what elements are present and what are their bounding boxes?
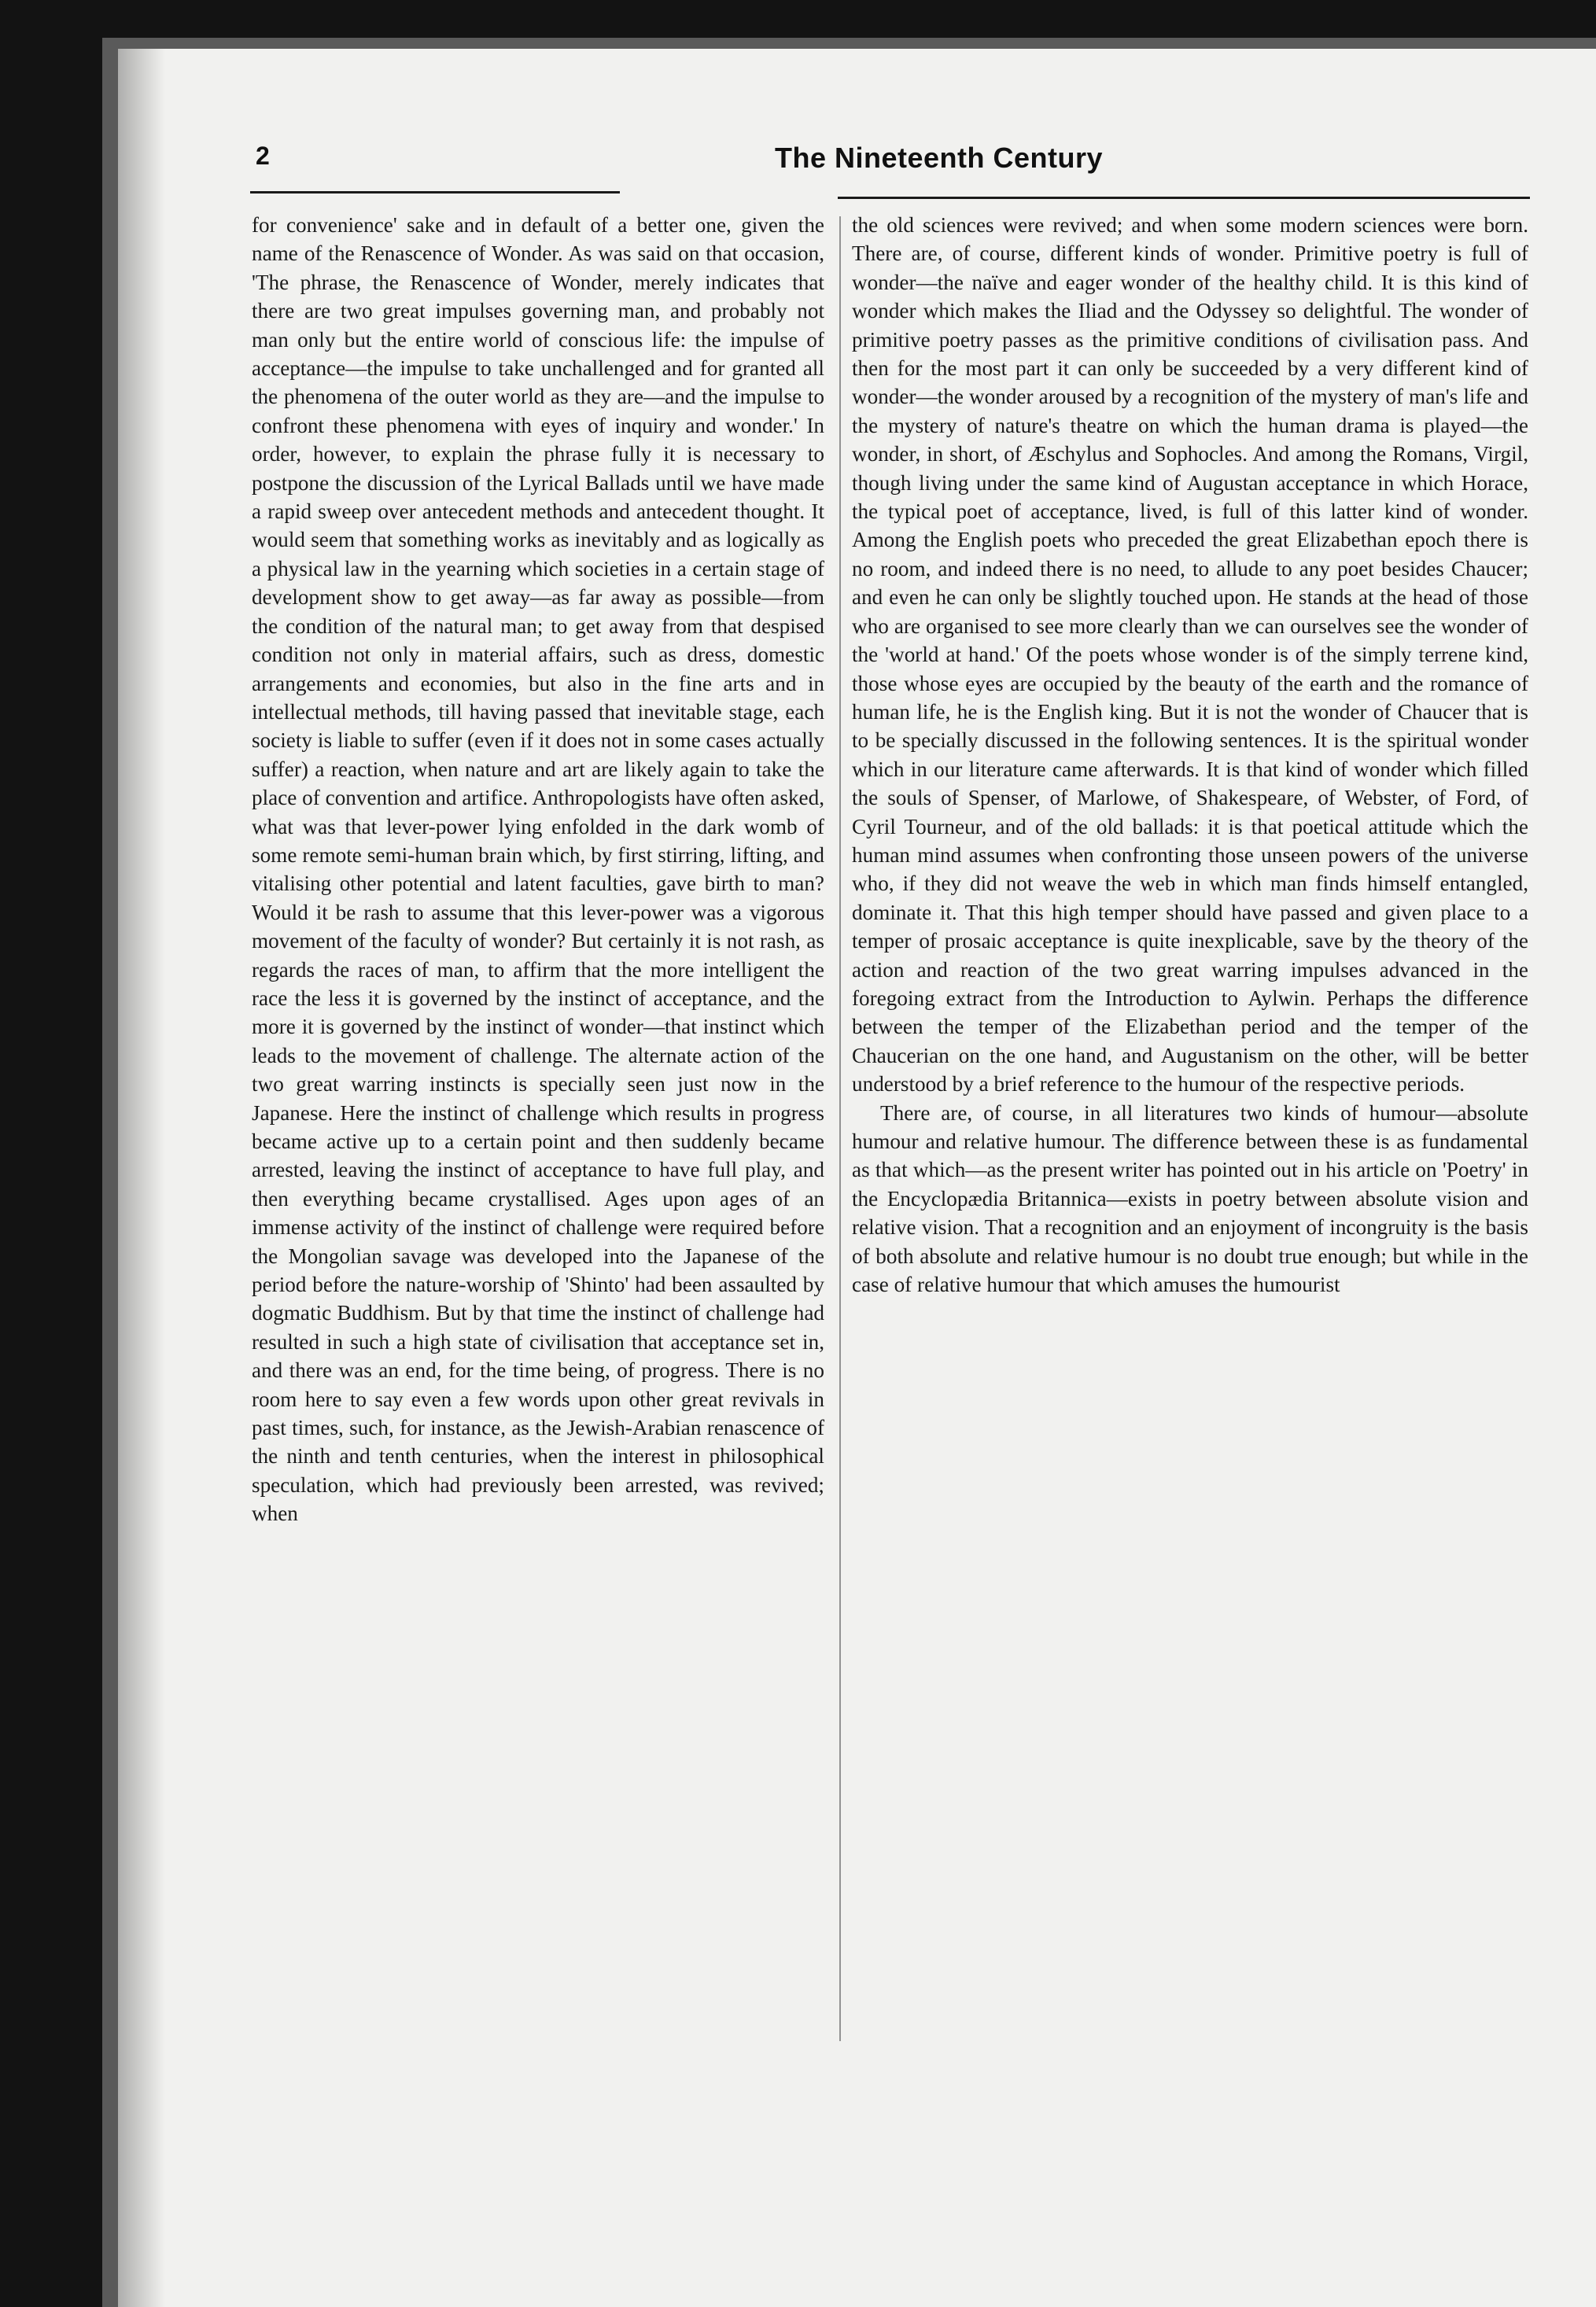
page-number: 2: [256, 142, 270, 170]
column-divider: [839, 216, 841, 2041]
header-rule-left: [250, 191, 620, 193]
running-head: The Nineteenth Century: [775, 142, 1104, 174]
right-column: [852, 211, 1528, 1299]
header-rule-right: [838, 197, 1530, 199]
left-column-text: for convenience' sake and in default of a better one, given the name of the Renascence of Wonder. As was said on that occasion, 'The phrase, the Renascence of Wonder, merely indicates that there are two great impulses governing man, and probably not man only but the entire world of conscious life: the impulse of acceptance—the impulse to take unchallenged and for granted all the phenomena of the outer world as they are—and the impulse to confront these phenomena with eyes of inquiry and wonder.' In order, however, to explain the phrase fully it is necessary to postpone the discussion of the Lyrical Ballads until we have made a rapid sweep over antecedent methods and antecedent thought. It would seem that something works as inevitably and as logically as a physical law in the yearning which societies in a certain stage of development show to get away—as far away as possible—from the condition of the natural man; to get away from that despised condition not only in material affairs, such as dress, domestic arrangements and economies, but also in the fine arts and in intellectual methods, till having passed that inevitable stage, each society is liable to suffer (even if it does not in some cases actually suffer) a reaction, when nature and art are likely again to take the place of convention and artifice. Anthropologists have often asked, what was that lever-power lying enfolded in the dark womb of some remote semi-human brain which, by first stirring, lifting, and vitalising other potential and latent faculties, gave birth to man? Would it be rash to assume that this lever-power was a vigorous movement of the faculty of wonder? But certainly it is not rash, as regards the races of man, to affirm that the more intelligent the race the less it is governed by the instinct of acceptance, and the more it is governed by the instinct of wonder—that instinct which leads to the movement of challenge. The alternate action of the two great warring instincts is specially seen just now in the Japanese. Here the instinct of challenge which results in progress became active up to a certain point and then suddenly became arrested, leaving the instinct of acceptance to have full play, and then everything became crystallised. Ages upon ages of an immense activity of the instinct of challenge were required before the Mongolian savage was developed into the Japanese of the period before the nature-worship of 'Shinto' had been assaulted by dogmatic Buddhism. But by that time the instinct of challenge had resulted in such a high state of civilisation that acceptance set in, and there was an end, for the time being, of progress. There is no room here to say even a few words upon other great revivals in past times, such, for instance, as the Jewish-Arabian renascence of the ninth and tenth centuries, when the interest in philosophical speculation, which had previously been arrested, was revived; when: [252, 213, 824, 1526]
left-column: [252, 211, 824, 1528]
page-header: [256, 142, 1530, 189]
right-column-paragraph-2: There are, of course, in all literatures two kinds of humour—absolute humour and relative humour. The difference between these is as fundamental as that which—as the present writer has pointed out in his article on 'Poetry' in the Encyclopædia Britannica—exists in poetry between absolute vision and relative vision. That a recognition and an enjoyment of incongruity is the basis of both absolute and relative humour is no doubt true enough; but while in the case of relative humour that which amuses the humourist: [852, 1100, 1528, 1297]
right-column-paragraph-1: the old sciences were revived; and when some modern sciences were born. There are, of course, different kinds of wonder. Primitive poetry is full of wonder—the naïve and eager wonder of the healthy child. It is this kind of wonder which makes the Iliad and the Odyssey so delightful. The wonder of primitive poetry passes as the primitive conditions of civilisation pass. And then for the most part it can only be succeeded by a very different kind of wonder—the wonder aroused by a recognition of the mystery of man's life and the mystery of nature's theatre on which the human drama is played—the wonder, in short, of Æschylus and Sophocles. And among the Romans, Virgil, though living under the same kind of Augustan acceptance in which Horace, the typical poet of acceptance, lived, is full of this latter kind of wonder. Among the English poets who preceded the great Elizabethan epoch there is no room, and indeed there is no need, to allude to any poet besides Chaucer; and even he can only be slightly touched upon. He stands at the head of those who are organised to see more clearly than we can ourselves see the wonder of the 'world at hand.' Of the poets whose wonder is of the simply terrene kind, those whose eyes are occupied by the beauty of the earth and the romance of human life, he is the English king. But it is not the wonder of Chaucer that is to be specially discussed in the following sentences. It is the spiritual wonder which in our literature came afterwards. It is that kind of wonder which filled the souls of Spenser, of Marlowe, of Shakespeare, of Webster, of Ford, of Cyril Tourneur, and of the old ballads: it is that poetical attitude which the human mind assumes when confronting those unseen powers of the universe who, if they did not weave the web in which man finds himself entangled, dominate it. That this high temper should have passed and given place to a temper of prosaic acceptance is quite inexplicable, save by the theory of the action and reaction of the two great warring impulses advanced in the foregoing extract from the Introduction to Aylwin. Perhaps the difference between the temper of the Elizabethan period and the temper of the Chaucerian on the one hand, and Augustanism on the other, will be better understood by a brief reference to the humour of the respective periods.: [852, 213, 1528, 1096]
